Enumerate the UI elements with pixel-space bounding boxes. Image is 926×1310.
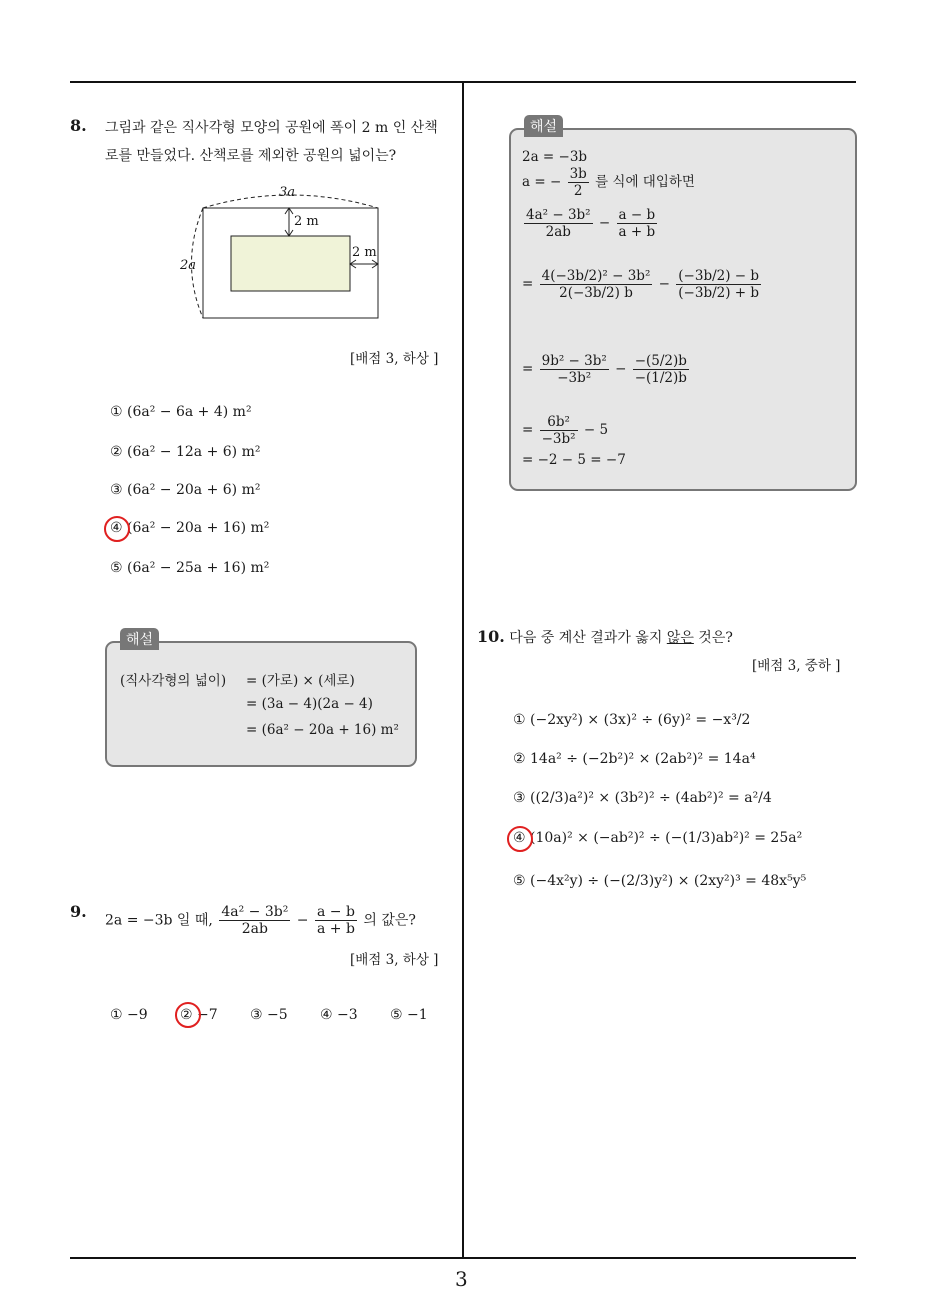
q9-sol-l1: 2a = −3b [522,149,588,165]
bottom-rule [70,1257,856,1259]
q9-text [105,904,416,937]
q9-choice-2[interactable]: ② −7 [180,1007,218,1023]
q9-frac1-num: 4a² − 3b² [221,904,289,920]
q8-answer-mark [104,516,130,542]
q8-sol-line2: = (3a − 4)(2a − 4) [246,696,373,712]
q10-score: [배점 3, 중하 ] [752,658,841,674]
q10-choice-3[interactable]: ③ ((2/3)a²)² × (3b²)² ÷ (4ab²)² = a²/4 [513,790,772,806]
q9-sol-l5-d1: −3b² [557,370,592,386]
q9-choice-1[interactable]: ① −9 [110,1007,148,1023]
q10-answer-mark [507,826,533,852]
q9-sol-l3-frac1 [524,207,593,240]
q9-sol-l6-suffix: − 5 [583,422,609,438]
q8-fig-path-top: 2 m [294,214,319,229]
q9-sol-l2-den: 2 [573,183,583,199]
q8-number: 8. [70,116,87,135]
q9-sol-l3 [522,207,659,240]
q9-frac2 [315,904,357,937]
q10-choice-2[interactable]: ② 14a² ÷ (−2b²)² × (2ab²)² = 14a⁴ [513,751,756,767]
q9-sol-l3-frac2 [617,207,658,240]
q9-sol-l6-frac [540,414,578,447]
q10-text-underlined: 않은 [666,630,694,646]
q9-sol-l4-n1: 4(−3b/2)² − 3b² [541,268,651,284]
q9-number: 9. [70,902,87,921]
column-divider [462,82,464,1259]
q10-choice-4[interactable]: ④ (10a)² × (−ab²)² ÷ (−(1/3)ab²)² = 25a² [513,830,803,846]
q8-fig-path-right: 2 m [352,245,377,260]
q9-sol-l7: = −2 − 5 = −7 [522,452,626,468]
q10-number: 10. [477,627,505,646]
q9-sol-l2-suffix: 를 식에 대입하면 [595,174,695,190]
q8-score: [배점 3, 하상 ] [350,351,439,367]
park-inner-rect [231,236,350,291]
q9-sol-l5-d2: −(1/2)b [634,370,687,386]
q9-frac1 [219,904,290,937]
q9-solution-tag: 해설 [524,115,563,137]
q8-sol-line1-left: (직사각형의 넓이) [120,673,227,689]
q8-text-line2: 로를 만들었다. 산책로를 제외한 공원의 넓이는? [105,148,397,164]
q9-text-prefix: 2a = −3b 일 때, [105,912,213,929]
q9-sol-l5-frac1 [540,353,609,386]
q9-sol-l2 [522,166,695,199]
page-number: 3 [455,1267,468,1291]
q9-sol-l6-den: −3b² [541,431,576,447]
q9-sol-l5-n1: 9b² − 3b² [541,353,607,369]
q10-choice-5[interactable]: ⑤ (−4x²y) ÷ (−(2/3)y²) × (2xy²)³ = 48x⁵y⁵ [513,873,807,889]
q8-fig-top-label: 3a [279,185,296,200]
q9-sol-l4: = $\frac{\text{4(−3b/2)² − 3b²}}{2(-3b/2) b}$ − $\frac{(-3b/2) - b}{(-3b/2) + b}$ [522,268,760,301]
q8-fig-left-label: 2a [180,258,197,273]
q9-frac2-den: a + b [316,921,355,937]
q9-sol-l5-frac2 [633,353,689,386]
q9-score: [배점 3, 하상 ] [350,952,439,968]
q8-text-line1: 그림과 같은 직사각형 모양의 공원에 폭이 2 m 인 산책 [105,120,438,136]
q8-choice-5[interactable]: ⑤ (6a² − 25a + 16) m² [110,560,270,576]
q8-sol-line3: = (6a² − 20a + 16) m² [246,722,399,738]
q8-solution-tag: 해설 [120,628,159,650]
q10-text-prefix: 다음 중 계산 결과가 옳지 [509,630,667,646]
q8-park-figure [170,182,420,332]
q9-frac2-num: a − b [316,904,355,920]
q9-sol-l2-num: 3b [569,166,587,182]
q9-sol-l4-d2: (−3b/2) + b [678,285,760,301]
q9-sol-l2-prefix: a = − [522,174,562,190]
q9-sol-l4-frac1 [540,268,653,301]
q10-choice-1[interactable]: ① (−2xy²) × (3x)² ÷ (6y)² = −x³/2 [513,712,751,728]
q10-heading [477,624,733,652]
q8-sol-line1-right: = (가로) × (세로) [246,673,355,689]
q9-sol-l6: = $\frac{\text{6b²}}{\text{−3b²}}$ − 5 [522,414,609,447]
q9-sol-l5-n2: −(5/2)b [634,353,687,369]
q9-sol-l4-d1: 2(−3b/2) b [559,285,633,301]
q9-choice-3[interactable]: ③ −5 [250,1007,288,1023]
q8-choice-1[interactable]: ① (6a² − 6a + 4) m² [110,404,252,420]
q9-sol-l3-d1: 2ab [545,224,571,240]
q9-sol-l5: = $\frac{\text{9b² − 3b²}}{\text{−3b²}}$ − $\frac{-(5/2)b}{-(1/2)b}$ [522,353,687,386]
q8-choice-2[interactable]: ② (6a² − 12a + 6) m² [110,444,261,460]
q9-sol-l3-n1: 4a² − 3b² [526,207,591,223]
q9-sol-l3-op: − [598,215,611,231]
q9-frac1-den: 2ab [241,921,268,937]
q9-sol-l4-frac2 [676,268,761,301]
q9-choice-4[interactable]: ④ −3 [320,1007,358,1023]
q9-sol-l6-num: 6b² [540,414,578,431]
q9-text-suffix: 의 값은? [363,912,416,929]
q9-sol-l3-n2: a − b [618,207,656,223]
q10-text-suffix: 것은? [693,630,733,646]
q9-choice-5[interactable]: ⑤ −1 [390,1007,428,1023]
q9-sol-l2-frac [568,166,589,199]
q9-sol-l4-n2: (−3b/2) − b [678,268,760,284]
q9-answer-mark [175,1002,201,1028]
q9-sol-l3-d2: a + b [618,224,656,240]
q9-minus: − [296,912,309,929]
q8-choice-3[interactable]: ③ (6a² − 20a + 6) m² [110,482,261,498]
q8-choice-4[interactable]: ④ (6a² − 20a + 16) m² [110,520,270,536]
